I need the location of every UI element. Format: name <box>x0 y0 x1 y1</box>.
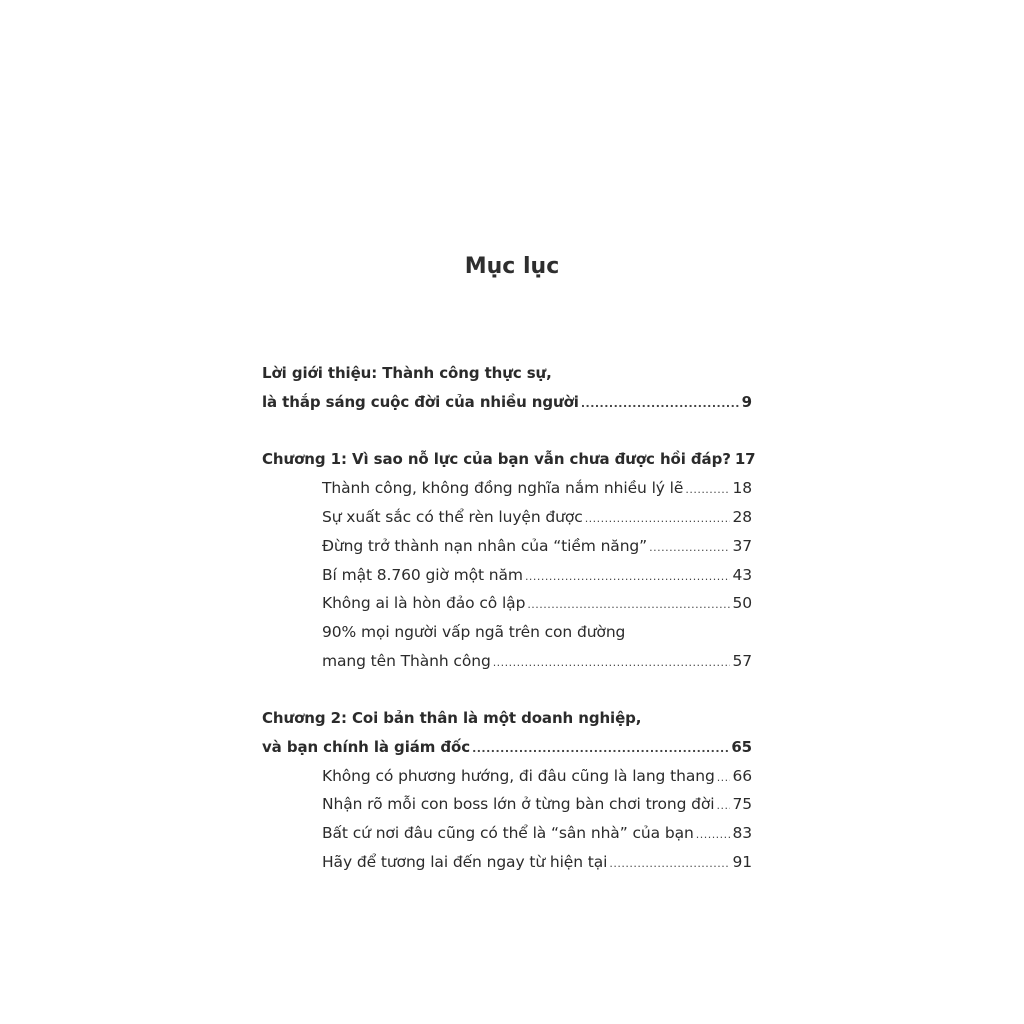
leader-dots <box>527 594 730 616</box>
toc-item[interactable]: Không ai là hòn đảo cô lập ..... 50 <box>322 592 752 614</box>
page-number: 37 <box>732 537 752 555</box>
page-title: Mục lục <box>464 254 560 279</box>
page-number: 57 <box>732 652 752 670</box>
leader-dots <box>696 824 731 846</box>
toc-chapter-2[interactable]: và bạn chính là giám đốc ..... 65 <box>262 736 752 758</box>
page-number: 65 <box>731 738 752 756</box>
toc-item[interactable]: Hãy để tương lai đến ngay từ hiện tại ..... 91 <box>322 851 752 873</box>
leader-dots <box>585 508 731 530</box>
toc-chapter-2-line1: Chương 2: Coi bản thân là một doanh nghiệp, <box>262 709 642 727</box>
page-number: 9 <box>741 393 752 411</box>
leader-dots <box>581 393 740 415</box>
page-number: 28 <box>732 508 752 526</box>
leader-dots <box>716 795 730 817</box>
page-number: 50 <box>732 594 752 612</box>
toc-item[interactable]: Bất cứ nơi đâu cũng có thể là “sân nhà” của bạn ..... 83 <box>322 822 752 844</box>
page-number: 43 <box>732 566 752 584</box>
toc-item[interactable]: mang tên Thành công ..... 57 <box>322 650 752 672</box>
toc-intro-line1: Lời giới thiệu: Thành công thực sự, <box>262 364 552 382</box>
page-number: 83 <box>732 824 752 842</box>
page-number: 17 <box>734 450 756 468</box>
page-number: 66 <box>732 767 752 785</box>
page-number: 91 <box>732 853 752 871</box>
toc-intro-entry[interactable]: là thắp sáng cuộc đời của nhiều người ..... 9 <box>262 391 752 413</box>
toc-item[interactable]: Không có phương hướng, đi đâu cũng là lang thang ..... 66 <box>322 765 752 787</box>
toc-item-line1: 90% mọi người vấp ngã trên con đường <box>322 623 626 641</box>
leader-dots <box>685 479 730 501</box>
toc-item[interactable]: Sự xuất sắc có thể rèn luyện được ..... 28 <box>322 506 752 528</box>
leader-dots <box>609 853 730 875</box>
page-number: 18 <box>732 479 752 497</box>
page-number: 75 <box>732 795 752 813</box>
toc-chapter-1[interactable]: Chương 1: Vì sao nỗ lực của bạn vẫn chưa được hồi đáp? 17 <box>262 450 756 468</box>
leader-dots <box>649 537 730 559</box>
leader-dots <box>525 566 731 588</box>
toc-item[interactable]: Nhận rõ mỗi con boss lớn ở từng bàn chơi trong đời ..... 75 <box>322 793 752 815</box>
leader-dots <box>717 767 731 789</box>
toc-item[interactable]: Thành công, không đồng nghĩa nắm nhiều lý lẽ ..... 18 <box>322 477 752 499</box>
toc-item[interactable]: Bí mật 8.760 giờ một năm ..... 43 <box>322 564 752 586</box>
leader-dots <box>472 738 729 760</box>
leader-dots <box>493 652 731 674</box>
toc-item[interactable]: Đừng trở thành nạn nhân của “tiềm năng” ..... 37 <box>322 535 752 557</box>
